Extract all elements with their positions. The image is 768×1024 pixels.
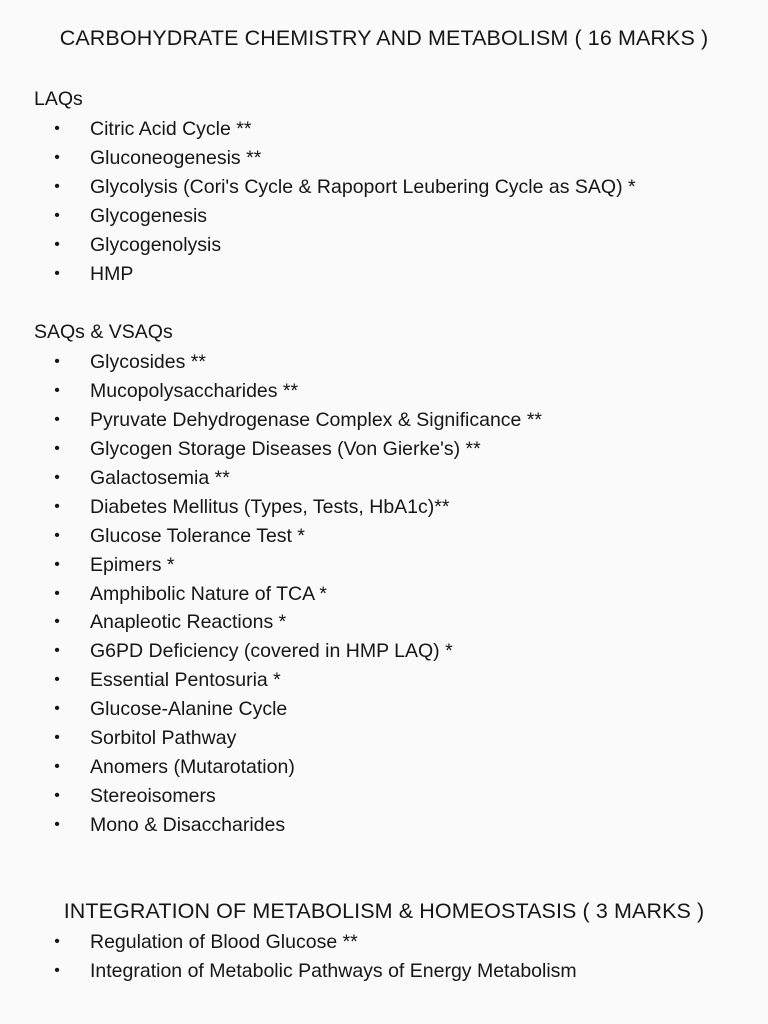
laq-heading: LAQs <box>34 88 83 110</box>
list-item-text: Stereoisomers <box>90 785 216 808</box>
bullet-icon: • <box>54 729 60 747</box>
list-item-text: Glycogenolysis <box>90 233 222 256</box>
list-item <box>0 580 768 609</box>
bullet-icon: • <box>54 671 60 689</box>
bullet-icon: • <box>54 584 60 602</box>
list-item-text: Sorbitol Pathway <box>90 727 237 750</box>
saq-heading: SAQs & VSAQs <box>34 321 173 343</box>
bullet-icon: • <box>54 410 60 428</box>
integration-title: INTEGRATION OF METABOLISM & HOMEOSTASIS ( 3 MARKS ) <box>63 899 705 923</box>
list-item <box>0 551 768 580</box>
bullet-icon: • <box>54 555 60 573</box>
list-item <box>0 724 768 753</box>
list-item-text: Glycogen Storage Diseases (Von Gierke's) ** <box>90 437 481 460</box>
bullet-icon: • <box>54 816 60 833</box>
laq-list <box>0 115 768 289</box>
bullet-icon: • <box>54 148 60 166</box>
list-item-text: HMP <box>90 262 134 285</box>
list-item-text: Anomers (Mutarotation) <box>90 756 295 779</box>
list-item <box>0 957 768 986</box>
list-item-text: Glycolysis (Cori's Cycle & Rapoport Leubering Cycle as SAQ) * <box>90 175 636 198</box>
list-item <box>0 115 768 144</box>
list-item <box>0 666 768 695</box>
list-item-text: Integration of Metabolic Pathways of Energy Metabolism <box>90 959 577 982</box>
list-item-text: Essential Pentosuria * <box>90 669 281 692</box>
list-item <box>0 608 768 637</box>
bullet-icon: • <box>54 235 60 253</box>
bullet-icon: • <box>54 700 60 718</box>
list-item-text: Anapleotic Reactions * <box>90 611 287 634</box>
list-item <box>0 202 768 231</box>
bullet-icon: • <box>54 497 60 515</box>
list-item-text: Gluconeogenesis ** <box>90 146 262 169</box>
list-item <box>0 695 768 724</box>
list-item-text: Mucopolysaccharides ** <box>90 379 299 402</box>
list-item <box>0 144 768 173</box>
saq-list <box>0 348 768 840</box>
list-item-text: Galactosemia ** <box>90 466 230 489</box>
list-item <box>0 493 768 522</box>
list-item-text: G6PD Deficiency (covered in HMP LAQ) * <box>90 640 453 663</box>
bullet-icon: • <box>54 758 60 776</box>
integration-list <box>0 928 768 986</box>
list-item <box>0 753 768 782</box>
bullet-icon: • <box>54 642 60 660</box>
bullet-icon: • <box>54 787 60 805</box>
bullet-icon: • <box>54 206 60 224</box>
bullet-icon: • <box>54 526 60 544</box>
list-item <box>0 464 768 493</box>
list-item <box>0 637 768 666</box>
bullet-icon: • <box>54 613 60 631</box>
bullet-icon: • <box>54 439 60 457</box>
list-item-text: Glucose-Alanine Cycle <box>90 698 288 721</box>
bullet-icon: • <box>54 120 60 137</box>
bullet-icon: • <box>54 177 60 195</box>
list-item-text: Pyruvate Dehydrogenase Complex & Significance ** <box>90 408 542 431</box>
list-item <box>0 173 768 202</box>
list-item-text: Citric Acid Cycle ** <box>90 118 252 140</box>
bullet-icon: • <box>54 933 60 950</box>
list-item-text: Epimers * <box>90 553 175 576</box>
list-item <box>0 377 768 406</box>
bullet-icon: • <box>54 264 60 282</box>
list-item <box>0 231 768 260</box>
list-item <box>0 348 768 377</box>
list-item <box>0 782 768 811</box>
list-item-text: Diabetes Mellitus (Types, Tests, HbA1c)** <box>90 495 450 518</box>
page-title: CARBOHYDRATE CHEMISTRY AND METABOLISM ( 16 MARKS ) <box>59 26 709 50</box>
list-item <box>0 811 768 840</box>
list-item <box>0 406 768 435</box>
bullet-icon: • <box>54 353 60 370</box>
list-item-text: Regulation of Blood Glucose ** <box>90 931 358 953</box>
list-item-text: Glycogenesis <box>90 204 208 227</box>
list-item-text: Glucose Tolerance Test * <box>90 524 305 547</box>
list-item-text: Glycosides ** <box>90 351 206 373</box>
list-item <box>0 260 768 289</box>
list-item-text: Amphibolic Nature of TCA * <box>90 582 327 605</box>
bullet-icon: • <box>54 381 60 399</box>
list-item <box>0 928 768 957</box>
bullet-icon: • <box>54 468 60 486</box>
list-item <box>0 522 768 551</box>
list-item <box>0 435 768 464</box>
bullet-icon: • <box>54 961 60 979</box>
list-item-text: Mono & Disaccharides <box>90 814 286 836</box>
